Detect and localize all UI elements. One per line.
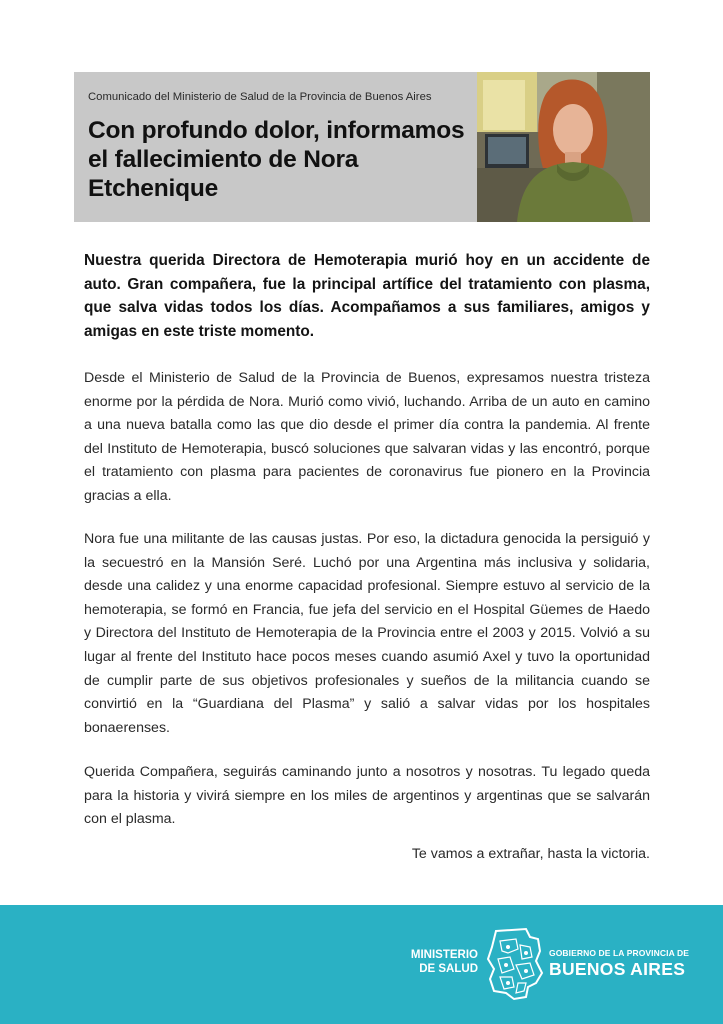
closing-line: Te vamos a extrañar, hasta la victoria. (411, 846, 650, 862)
portrait-image (477, 72, 650, 222)
gobierno-line-2: BUENOS AIRES (549, 959, 686, 979)
gobierno-logo-text (549, 948, 689, 980)
body-paragraph-2: Nora fue una militante de las causas justas. Por eso, la dictadura genocida la persiguió y la secuestró en la Mansión Seré. Luchó por una Argentina más inclusiva y solidaria, desde una calidez y una enorme capacidad profesional. Siempre estuvo al servicio de la hemoterapia, se formó en Francia, fue jefa del servicio en el Hospital Güemes de Haedo y Directora del Instituto de Hemoterapia de la Provincia entre el 2003 y 2015. Volvió a su lugar al frente del Instituto hace pocos meses cuando asumió Axel y tuvo la oportunidad de cumplir parte de sus objetivos profesionales y sueños de la militancia cuando se convirtió en la “Guardiana del Plasma” y salió a salvar vidas por los hospitales bonaerenses. (84, 531, 650, 736)
body-paragraph-3: Querida Compañera, seguirás caminando junto a nosotros y nosotras. Tu legado queda para la historia y vivirá siempre en los miles de argentinos y argentinas que se salvarán con el plasma. (84, 764, 650, 828)
gobierno-line-1: GOBIERNO DE LA PROVINCIA DE (549, 948, 689, 958)
footer-bar (0, 905, 723, 1024)
page-title: Con profundo dolor, informamos el fallecimiento de Nora Etchenique (88, 117, 465, 202)
ministerio-line-2: DE SALUD (419, 963, 478, 975)
portrait-photo (477, 72, 650, 222)
ministerio-label (404, 948, 478, 976)
provincia-map-icon (486, 927, 544, 1001)
ministerio-line-1: MINISTERIO (410, 949, 478, 961)
body-paragraph-1: Desde el Ministerio de Salud de la Provincia de Buenos, expresamos nuestra tristeza enorme por la pérdida de Nora. Murió como vivió, luchando. Arriba de un auto en camino a una nueva batalla como las que dio desde el primer día contra la pandemia. Al frente del Instituto de Hemoterapia, buscó soluciones que salvaran vidas y las encontró, porque el tratamiento con plasma para pacientes de coronavirus fue pionero en la Provincia gracias a ella. (84, 370, 650, 504)
lead-paragraph: Nuestra querida Directora de Hemoterapia murió hoy en un accidente de auto. Gran compañera, fue la principal artífice del tratamiento con plasma, que salva vidas todos los días. Acompañamos a sus familiares, amigos y amigas en este triste momento. (84, 252, 650, 340)
header-subtitle: Comunicado del Ministerio de Salud de la Provincia de Buenos Aires (88, 91, 432, 103)
